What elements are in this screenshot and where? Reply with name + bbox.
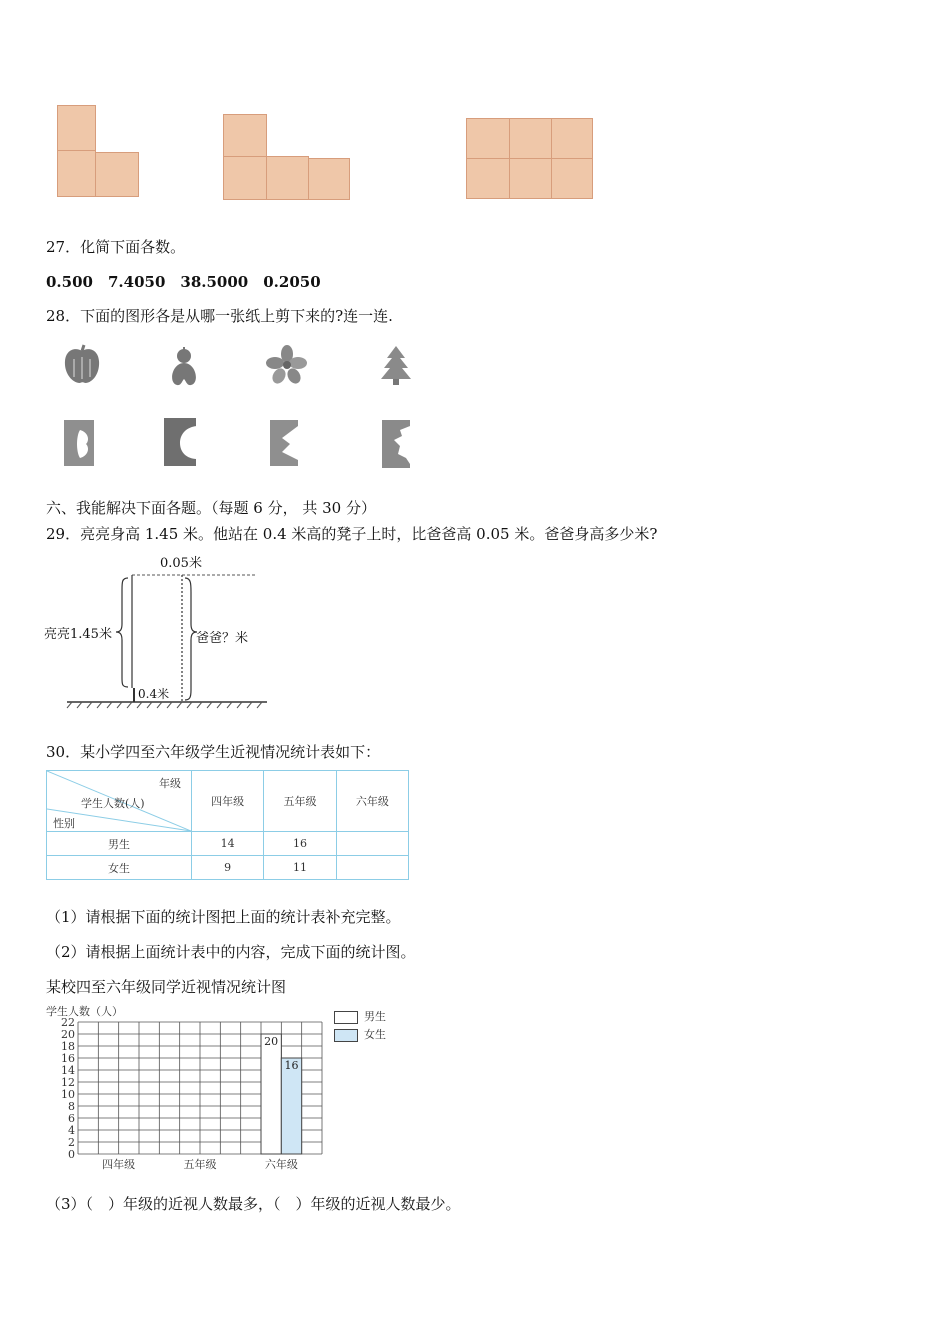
table-cell-blank[interactable] [336, 856, 408, 880]
q30-title: 30．某小学四至六年级学生近视情况统计表如下： [46, 743, 381, 761]
y-tick-label: 2 [68, 1136, 75, 1149]
q28-title: 28．下面的图形各是从哪一张纸上剪下来的?连一连. [46, 307, 393, 325]
cube [308, 158, 350, 200]
cube [57, 105, 96, 151]
cut-paper-4-icon [380, 418, 412, 470]
y-tick-label: 8 [68, 1100, 75, 1113]
tree-shape-icon [376, 343, 416, 387]
y-tick-label: 0 [68, 1148, 75, 1161]
cube [509, 118, 552, 159]
q27-numbers: 0.500 7.4050 38.5000 0.2050 [46, 273, 321, 291]
cut-paper-1-icon [62, 418, 96, 468]
cube [266, 156, 309, 200]
cube [57, 150, 96, 197]
table-row [47, 832, 409, 856]
table-cell: 11 [264, 856, 336, 880]
q29-title: 29．亮亮身高 1.45 米。他站在 0.4 米高的凳子上时，比爸爸高 0.05 米。爸爸身高多少米? [46, 525, 658, 543]
q27-title: 27．化简下面各数。 [46, 238, 186, 256]
table-cell-blank[interactable] [336, 832, 408, 856]
y-tick-label: 12 [61, 1076, 75, 1089]
table-cell: 14 [192, 832, 264, 856]
row-label: 女生 [47, 856, 192, 880]
section6-title: 六、我能解决下面各题。（每题 6 分， 共 30 分） [46, 499, 376, 517]
q30-sub3: （3）（ ）年级的近视人数最多，（ ）年级的近视人数最少。 [46, 1195, 461, 1213]
legend-male-label: 男生 [364, 1010, 386, 1023]
cube [223, 156, 267, 200]
table-cell: 16 [264, 832, 336, 856]
header-gender: 性别 [53, 817, 75, 830]
x-tick-label: 四年级 [102, 1158, 136, 1171]
label-0.05m: 0.05米 [160, 556, 202, 571]
flower-shape-icon [265, 343, 309, 387]
x-tick-label: 六年级 [264, 1158, 298, 1171]
label-dad: 爸爸？米 [196, 631, 249, 646]
y-tick-label: 20 [61, 1028, 75, 1041]
header-count: 学生人数(人) [81, 797, 145, 810]
q30-sub1: （1）请根据下面的统计图把上面的统计表补充完整。 [46, 908, 401, 926]
column-header: 五年级 [264, 771, 336, 832]
gourd-shape-icon [162, 343, 206, 387]
bar-data-label: 20 [264, 1035, 279, 1048]
header-grade: 年级 [159, 777, 181, 790]
y-tick-label: 16 [61, 1052, 75, 1065]
column-header: 四年级 [192, 771, 264, 832]
table-cell: 9 [192, 856, 264, 880]
bar-female [281, 1058, 301, 1154]
y-tick-label: 6 [68, 1112, 75, 1125]
bar-data-label: 16 [284, 1059, 299, 1072]
legend-female-label: 女生 [364, 1028, 386, 1041]
cube [466, 118, 510, 159]
bar-male [261, 1034, 281, 1154]
cube [551, 158, 593, 199]
y-tick-label: 10 [61, 1088, 75, 1101]
column-header: 六年级 [336, 771, 408, 832]
cube [466, 158, 510, 199]
legend-male-swatch [334, 1011, 358, 1024]
cube [509, 158, 552, 199]
cut-paper-3-icon [268, 418, 300, 468]
label-stool: 0.4米 [138, 687, 170, 701]
legend-female-swatch [334, 1029, 358, 1042]
chart-title: 某校四至六年级同学近视情况统计图 [46, 978, 287, 996]
row-label: 男生 [47, 832, 192, 856]
legend-male [334, 1008, 386, 1024]
q30-sub2: （2）请根据上面统计表中的内容，完成下面的统计图。 [46, 943, 416, 961]
cube [95, 152, 139, 197]
y-tick-label: 4 [68, 1124, 75, 1137]
apple-shape-icon [60, 343, 104, 387]
y-tick-label: 14 [61, 1064, 75, 1077]
cut-paper-2-icon [162, 416, 198, 468]
cube [551, 118, 593, 159]
table-row [47, 856, 409, 880]
cube [223, 114, 267, 157]
legend-female [334, 1026, 386, 1042]
label-liangliang: 亮亮1.45米 [44, 627, 112, 642]
y-tick-label: 18 [61, 1040, 75, 1053]
q29-diagram [42, 550, 272, 715]
x-tick-label: 五年级 [183, 1158, 217, 1171]
chart-ylabel: 学生人数（人） [46, 1005, 123, 1018]
myopia-stat-table [46, 770, 409, 880]
myopia-bar-chart [40, 1000, 420, 1175]
table-corner-cell [47, 771, 192, 832]
y-tick-label: 22 [61, 1016, 75, 1029]
